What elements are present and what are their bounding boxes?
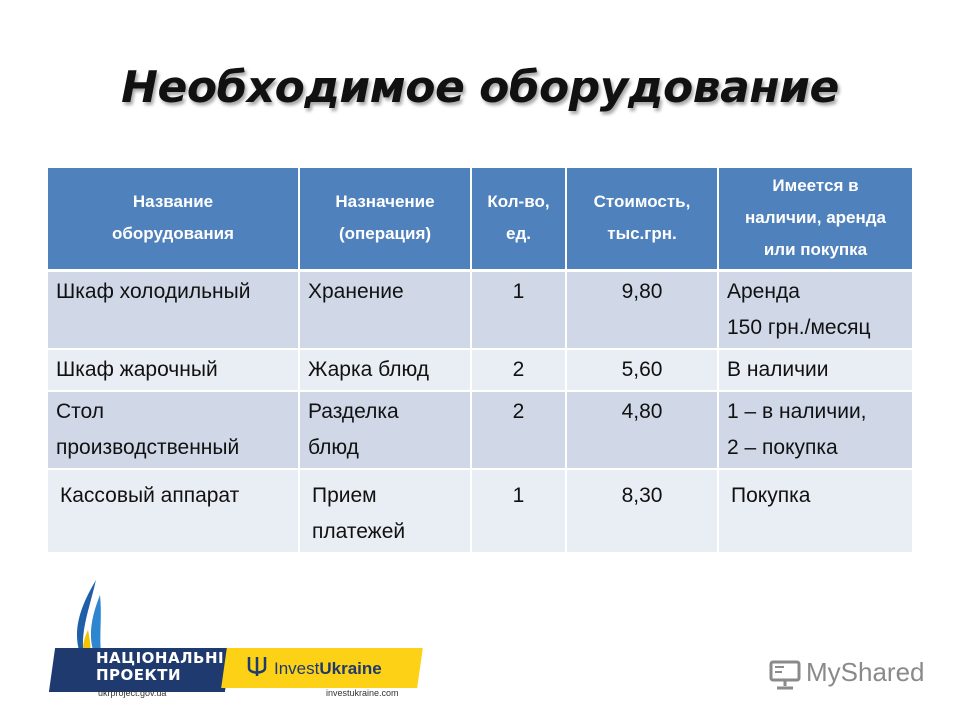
cell-purpose: Жарка блюд — [299, 349, 471, 391]
cell-cost: 5,60 — [566, 349, 718, 391]
cell-qty: 2 — [471, 391, 566, 469]
table-row — [48, 469, 912, 553]
cell-purpose: Хранение — [299, 270, 471, 349]
table-row — [48, 270, 912, 349]
table-header-row — [48, 168, 912, 270]
cell-qty: 1 — [471, 469, 566, 553]
national-projects-url: ukrproject.gov.ua — [98, 688, 167, 698]
cell-cost: 4,80 — [566, 391, 718, 469]
cell-qty: 2 — [471, 349, 566, 391]
invest-ukraine-u-icon — [246, 654, 268, 680]
cell-availability: Аренда 150 грн./месяц — [718, 270, 912, 349]
myshared-watermark: MyShared — [806, 657, 925, 687]
cell-purpose: Разделка блюд — [299, 391, 471, 469]
national-projects-logo: НАЦІОНАЛЬНІ ПРОЕКТИ — [96, 649, 225, 684]
cell-cost: 8,30 — [566, 469, 718, 553]
cell-cost: 9,80 — [566, 270, 718, 349]
invest-ukraine-logo: InvestUkraine — [274, 659, 382, 678]
table-row — [48, 349, 912, 391]
table-row — [48, 391, 912, 469]
cell-availability: 1 – в наличии, 2 – покупка — [718, 391, 912, 469]
cell-availability: В наличии — [718, 349, 912, 391]
header-availability: Имеется в наличии, аренда или покупка — [718, 168, 912, 270]
cell-purpose: Прием платежей — [299, 469, 471, 553]
cell-name: Стол производственный — [48, 391, 299, 469]
cell-name: Кассовый аппарат — [48, 469, 299, 553]
header-cost: Стоимость, тыс.грн. — [566, 168, 718, 270]
header-purpose: Назначение (операция) — [299, 168, 471, 270]
myshared-presentation-icon — [768, 658, 802, 690]
cell-name: Шкаф жарочный — [48, 349, 299, 391]
header-equipment-name: Название оборудования — [48, 168, 299, 270]
header-quantity: Кол-во, ед. — [471, 168, 566, 270]
cell-name: Шкаф холодильный — [48, 270, 299, 349]
equipment-table — [48, 168, 912, 554]
cell-qty: 1 — [471, 270, 566, 349]
cell-availability: Покупка — [718, 469, 912, 553]
invest-ukraine-url: investukraine.com — [326, 688, 399, 698]
slide-title: Необходимое оборудование — [121, 62, 839, 113]
